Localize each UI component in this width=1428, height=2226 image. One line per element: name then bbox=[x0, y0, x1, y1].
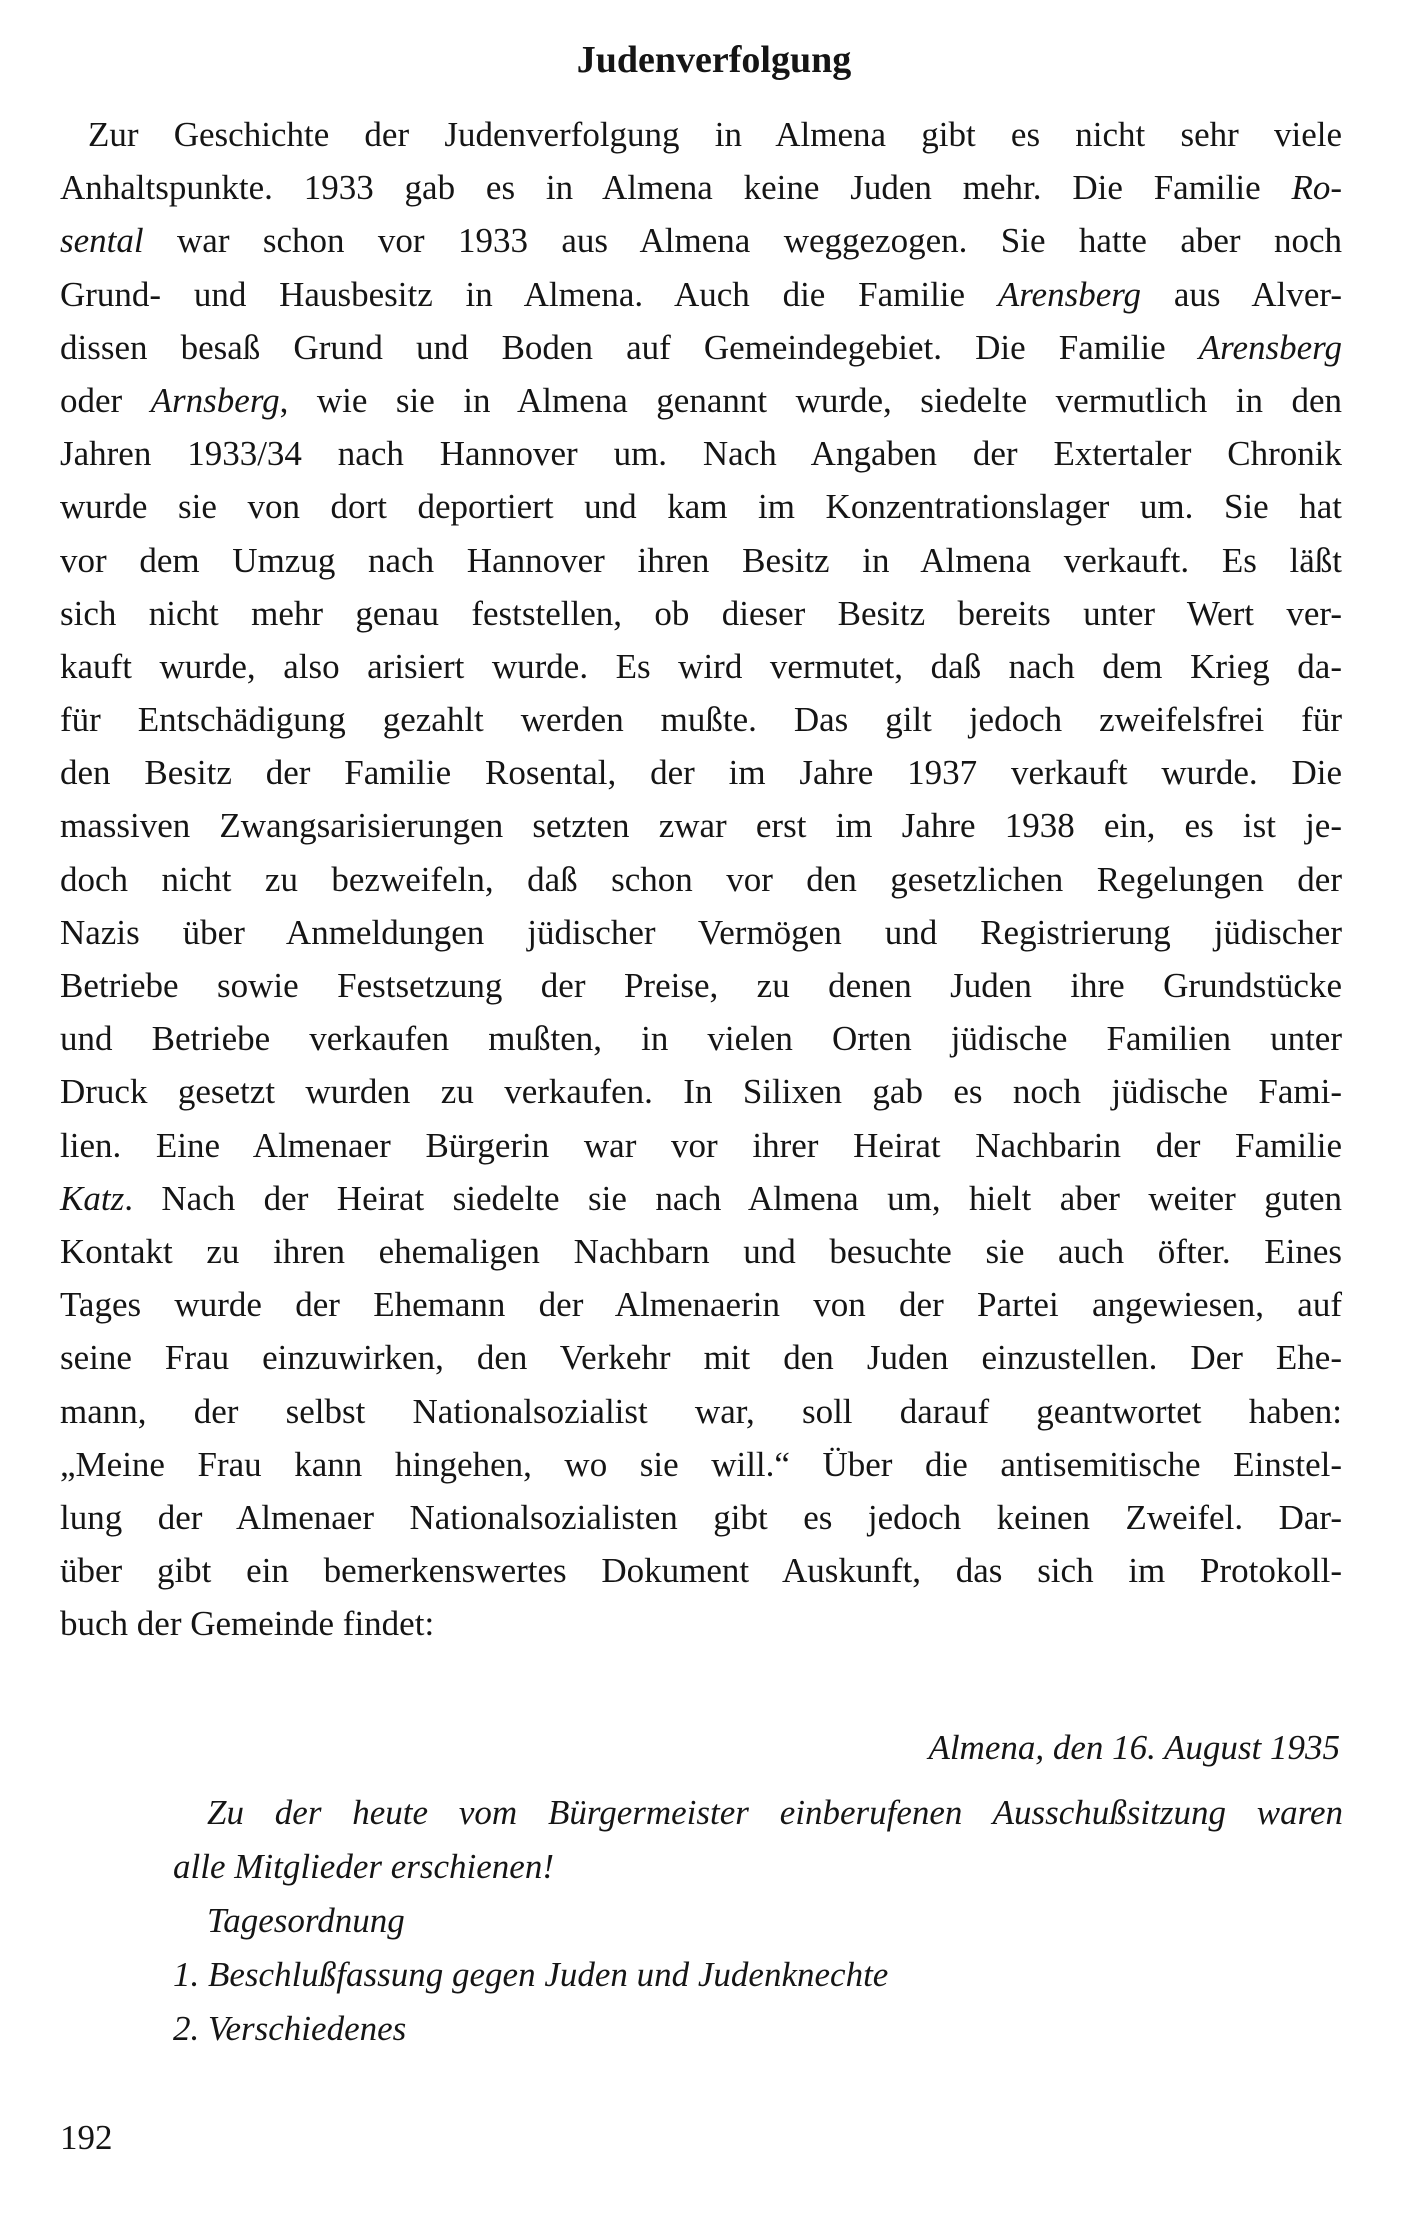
text-run: seine Frau einzuwirken, den Verkehr mit den Juden einzustellen. Der Ehe- bbox=[60, 1338, 1342, 1378]
document-date: Almena, den 16. August 1935 bbox=[928, 1728, 1340, 1767]
text-run: „Meine Frau kann hingehen, wo sie will.“ Über die antisemitische Einstel- bbox=[60, 1444, 1342, 1484]
text-line bbox=[60, 799, 1342, 852]
text-line bbox=[60, 321, 1342, 374]
text-line bbox=[60, 959, 1342, 1012]
text-line bbox=[60, 1225, 1342, 1278]
text-line bbox=[60, 1331, 1342, 1384]
text-run: Kontakt zu ihren ehemaligen Nachbarn und besuchte sie auch öfter. Eines bbox=[60, 1231, 1342, 1271]
agenda-item: 1. Beschlußfassung gegen Juden und Judenknechte bbox=[173, 1955, 889, 1994]
text-line bbox=[60, 1544, 1342, 1597]
italic-name: Arensberg bbox=[997, 274, 1142, 314]
body-paragraph bbox=[60, 108, 1342, 1650]
italic-name: sental bbox=[60, 221, 144, 261]
text-run: lung der Almenaer Nationalsozialisten gibt es jedoch keinen Zweifel. Dar- bbox=[60, 1497, 1342, 1537]
agenda-item: 2. Verschiedenes bbox=[173, 2009, 407, 2048]
text-run: Tages wurde der Ehemann der Almenaerin von der Partei angewiesen, auf bbox=[60, 1285, 1342, 1325]
text-line bbox=[60, 1119, 1342, 1172]
text-run: doch nicht zu bezweifeln, daß schon vor den gesetzlichen Regelungen der bbox=[60, 859, 1342, 899]
text-run: , wie sie in Almena genannt wurde, siedelte vermutlich in den bbox=[279, 380, 1342, 420]
text-line bbox=[60, 906, 1342, 959]
text-run: Zur Geschichte der Judenverfolgung in Almena gibt es nicht sehr viele bbox=[88, 115, 1342, 154]
text-run: über gibt ein bemerkenswertes Dokument Auskunft, das sich im Protokoll- bbox=[60, 1551, 1342, 1591]
text-line bbox=[60, 746, 1342, 799]
text-line bbox=[60, 214, 1342, 267]
text-line bbox=[60, 427, 1342, 480]
text-run: mann, der selbst Nationalsozialist war, soll darauf geantwortet haben: bbox=[60, 1391, 1342, 1431]
text-run: buch der Gemeinde findet: bbox=[60, 1604, 435, 1644]
text-line bbox=[60, 1597, 1342, 1650]
quoted-protocol bbox=[173, 1786, 1343, 2056]
text-run: dissen besaß Grund und Boden auf Gemeindegebiet. Die Familie bbox=[60, 327, 1199, 367]
text-run: für Entschädigung gezahlt werden mußte. Das gilt jedoch zweifelsfrei für bbox=[60, 700, 1342, 740]
italic-name: Arnsberg bbox=[150, 380, 280, 420]
text-line bbox=[60, 1438, 1342, 1491]
text-run: Anhaltspunkte. 1933 gab es in Almena keine Juden mehr. Die Familie bbox=[60, 168, 1292, 208]
text-run: Grund- und Hausbesitz in Almena. Auch die Familie bbox=[60, 274, 998, 314]
protocol-line: Zu der heute vom Bürgermeister einberufenen Ausschußsitzung waren bbox=[207, 1793, 1343, 1832]
text-line bbox=[60, 161, 1342, 214]
text-run: wurde sie von dort deportiert und kam im Konzentrationslager um. Sie hat bbox=[60, 487, 1342, 527]
text-line bbox=[60, 640, 1342, 693]
text-line bbox=[60, 534, 1342, 587]
text-run: vor dem Umzug nach Hannover ihren Besitz in Almena verkauft. Es läßt bbox=[60, 540, 1342, 580]
text-line bbox=[60, 693, 1342, 746]
section-heading: Judenverfolgung bbox=[576, 39, 852, 81]
italic-name: Katz bbox=[60, 1178, 125, 1218]
text-line bbox=[60, 268, 1342, 321]
text-run: aus Alver- bbox=[1141, 274, 1342, 314]
text-line bbox=[60, 853, 1342, 906]
text-line bbox=[60, 374, 1342, 427]
text-line bbox=[60, 1172, 1342, 1225]
text-run: Betriebe sowie Festsetzung der Preise, zu denen Juden ihre Grundstücke bbox=[60, 966, 1342, 1005]
text-run: und Betriebe verkaufen mußten, in vielen Orten jüdische Familien unter bbox=[60, 1019, 1342, 1059]
text-line bbox=[60, 1491, 1342, 1544]
text-run: den Besitz der Familie Rosental, der im Jahre 1937 verkauft wurde. Die bbox=[60, 753, 1342, 793]
agenda-heading: Tagesordnung bbox=[207, 1901, 405, 1940]
text-line bbox=[60, 108, 1342, 161]
text-run: Nazis über Anmeldungen jüdischer Vermögen und Registrierung jüdischer bbox=[60, 912, 1342, 952]
page-number: 192 bbox=[60, 2118, 113, 2157]
text-run: . Nach der Heirat siedelte sie nach Almena um, hielt aber weiter guten bbox=[124, 1178, 1342, 1218]
text-line bbox=[60, 1278, 1342, 1331]
text-run: oder bbox=[60, 380, 151, 420]
protocol-line: alle Mitglieder erschienen! bbox=[173, 1847, 554, 1886]
italic-name: Ro- bbox=[1291, 168, 1342, 208]
text-run: sich nicht mehr genau feststellen, ob dieser Besitz bereits unter Wert ver- bbox=[60, 593, 1342, 633]
text-run: kauft wurde, also arisiert wurde. Es wird vermutet, daß nach dem Krieg da- bbox=[60, 646, 1342, 686]
text-run: war schon vor 1933 aus Almena weggezogen. Sie hatte aber noch bbox=[143, 221, 1342, 261]
text-run: lien. Eine Almenaer Bürgerin war vor ihrer Heirat Nachbarin der Familie bbox=[60, 1125, 1342, 1165]
text-line bbox=[60, 1385, 1342, 1438]
text-line bbox=[60, 480, 1342, 533]
text-line bbox=[60, 1012, 1342, 1065]
text-run: Druck gesetzt wurden zu verkaufen. In Silixen gab es noch jüdische Fami- bbox=[60, 1072, 1342, 1112]
text-line bbox=[60, 587, 1342, 640]
text-run: massiven Zwangsarisierungen setzten zwar erst im Jahre 1938 ein, es ist je- bbox=[60, 806, 1342, 846]
italic-name: Arensberg bbox=[1198, 327, 1342, 367]
text-run: Jahren 1933/34 nach Hannover um. Nach Angaben der Extertaler Chronik bbox=[60, 434, 1342, 474]
text-line bbox=[60, 1065, 1342, 1118]
